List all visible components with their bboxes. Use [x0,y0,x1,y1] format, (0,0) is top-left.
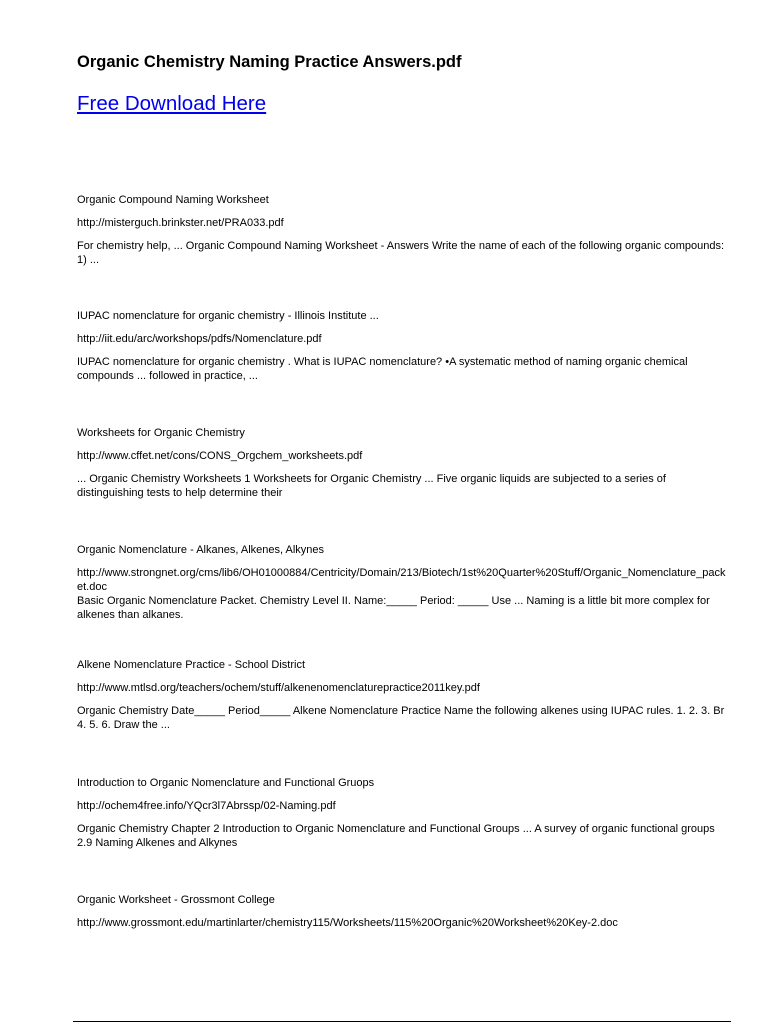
result-entry [77,543,729,622]
result-entry [77,658,729,732]
result-entry [77,893,729,930]
result-description: Organic Chemistry Chapter 2 Introduction to Organic Nomenclature and Functional Groups ... A survey of organic functional groups 2.9 Naming Alkenes and Alkynes [77,823,715,849]
result-description: For chemistry help, ... Organic Compound Naming Worksheet - Answers Write the name of each of the following organic compounds: 1) ... [77,240,725,266]
result-entry [77,776,729,850]
result-url[interactable]: http://www.grossmont.edu/martinlarter/chemistry115/Worksheets/115%20Organic%20Worksheet%20Key-2.doc [77,917,618,929]
result-url[interactable]: http://www.strongnet.org/cms/lib6/OH01000884/Centricity/Domain/213/Biotech/1st%20Quarter%20Stuff/Organic_Nomenclature_packet.doc [77,567,726,593]
result-title: Organic Worksheet - Grossmont College [77,894,275,906]
result-title: Worksheets for Organic Chemistry [77,427,245,439]
result-url[interactable]: http://www.cffet.net/cons/CONS_Orgchem_worksheets.pdf [77,450,363,462]
page-bottom-rule [73,1021,731,1022]
result-title: Alkene Nomenclature Practice - School District [77,659,306,671]
result-entry [77,426,729,500]
document-title: Organic Chemistry Naming Practice Answers.pdf [77,53,462,71]
result-description: Basic Organic Nomenclature Packet. Chemistry Level II. Name:_____ Period: _____ Use ... Naming is a little bit more complex for alkenes than alkanes. [77,595,710,621]
result-description: IUPAC nomenclature for organic chemistry . What is IUPAC nomenclature? •A systematic method of naming organic chemical compounds ... followed in practice, ... [77,356,688,382]
result-title: Introduction to Organic Nomenclature and Functional Gruops [77,777,375,789]
result-url[interactable]: http://ochem4free.info/YQcr3l7Abrssp/02-Naming.pdf [77,800,336,812]
result-entry [77,193,729,267]
result-url[interactable]: http://misterguch.brinkster.net/PRA033.pdf [77,217,284,229]
result-description: ... Organic Chemistry Worksheets 1 Worksheets for Organic Chemistry ... Five organic liquids are subjected to a series of distinguishing tests to help determine their [77,473,666,499]
result-entry [77,309,729,383]
result-url[interactable]: http://www.mtlsd.org/teachers/ochem/stuff/alkenenomenclaturepractice2011key.pdf [77,682,480,694]
result-title: IUPAC nomenclature for organic chemistry - Illinois Institute ... [77,310,379,322]
free-download-link[interactable]: Free Download Here [77,92,267,115]
result-description: Organic Chemistry Date_____ Period_____ Alkene Nomenclature Practice Name the following alkenes using IUPAC rules. 1. 2. 3. Br 4. 5. 6. Draw the ... [77,705,725,731]
result-title: Organic Nomenclature - Alkanes, Alkenes, Alkynes [77,544,325,556]
result-url[interactable]: http://iit.edu/arc/workshops/pdfs/Nomenclature.pdf [77,333,322,345]
result-title: Organic Compound Naming Worksheet [77,194,269,206]
